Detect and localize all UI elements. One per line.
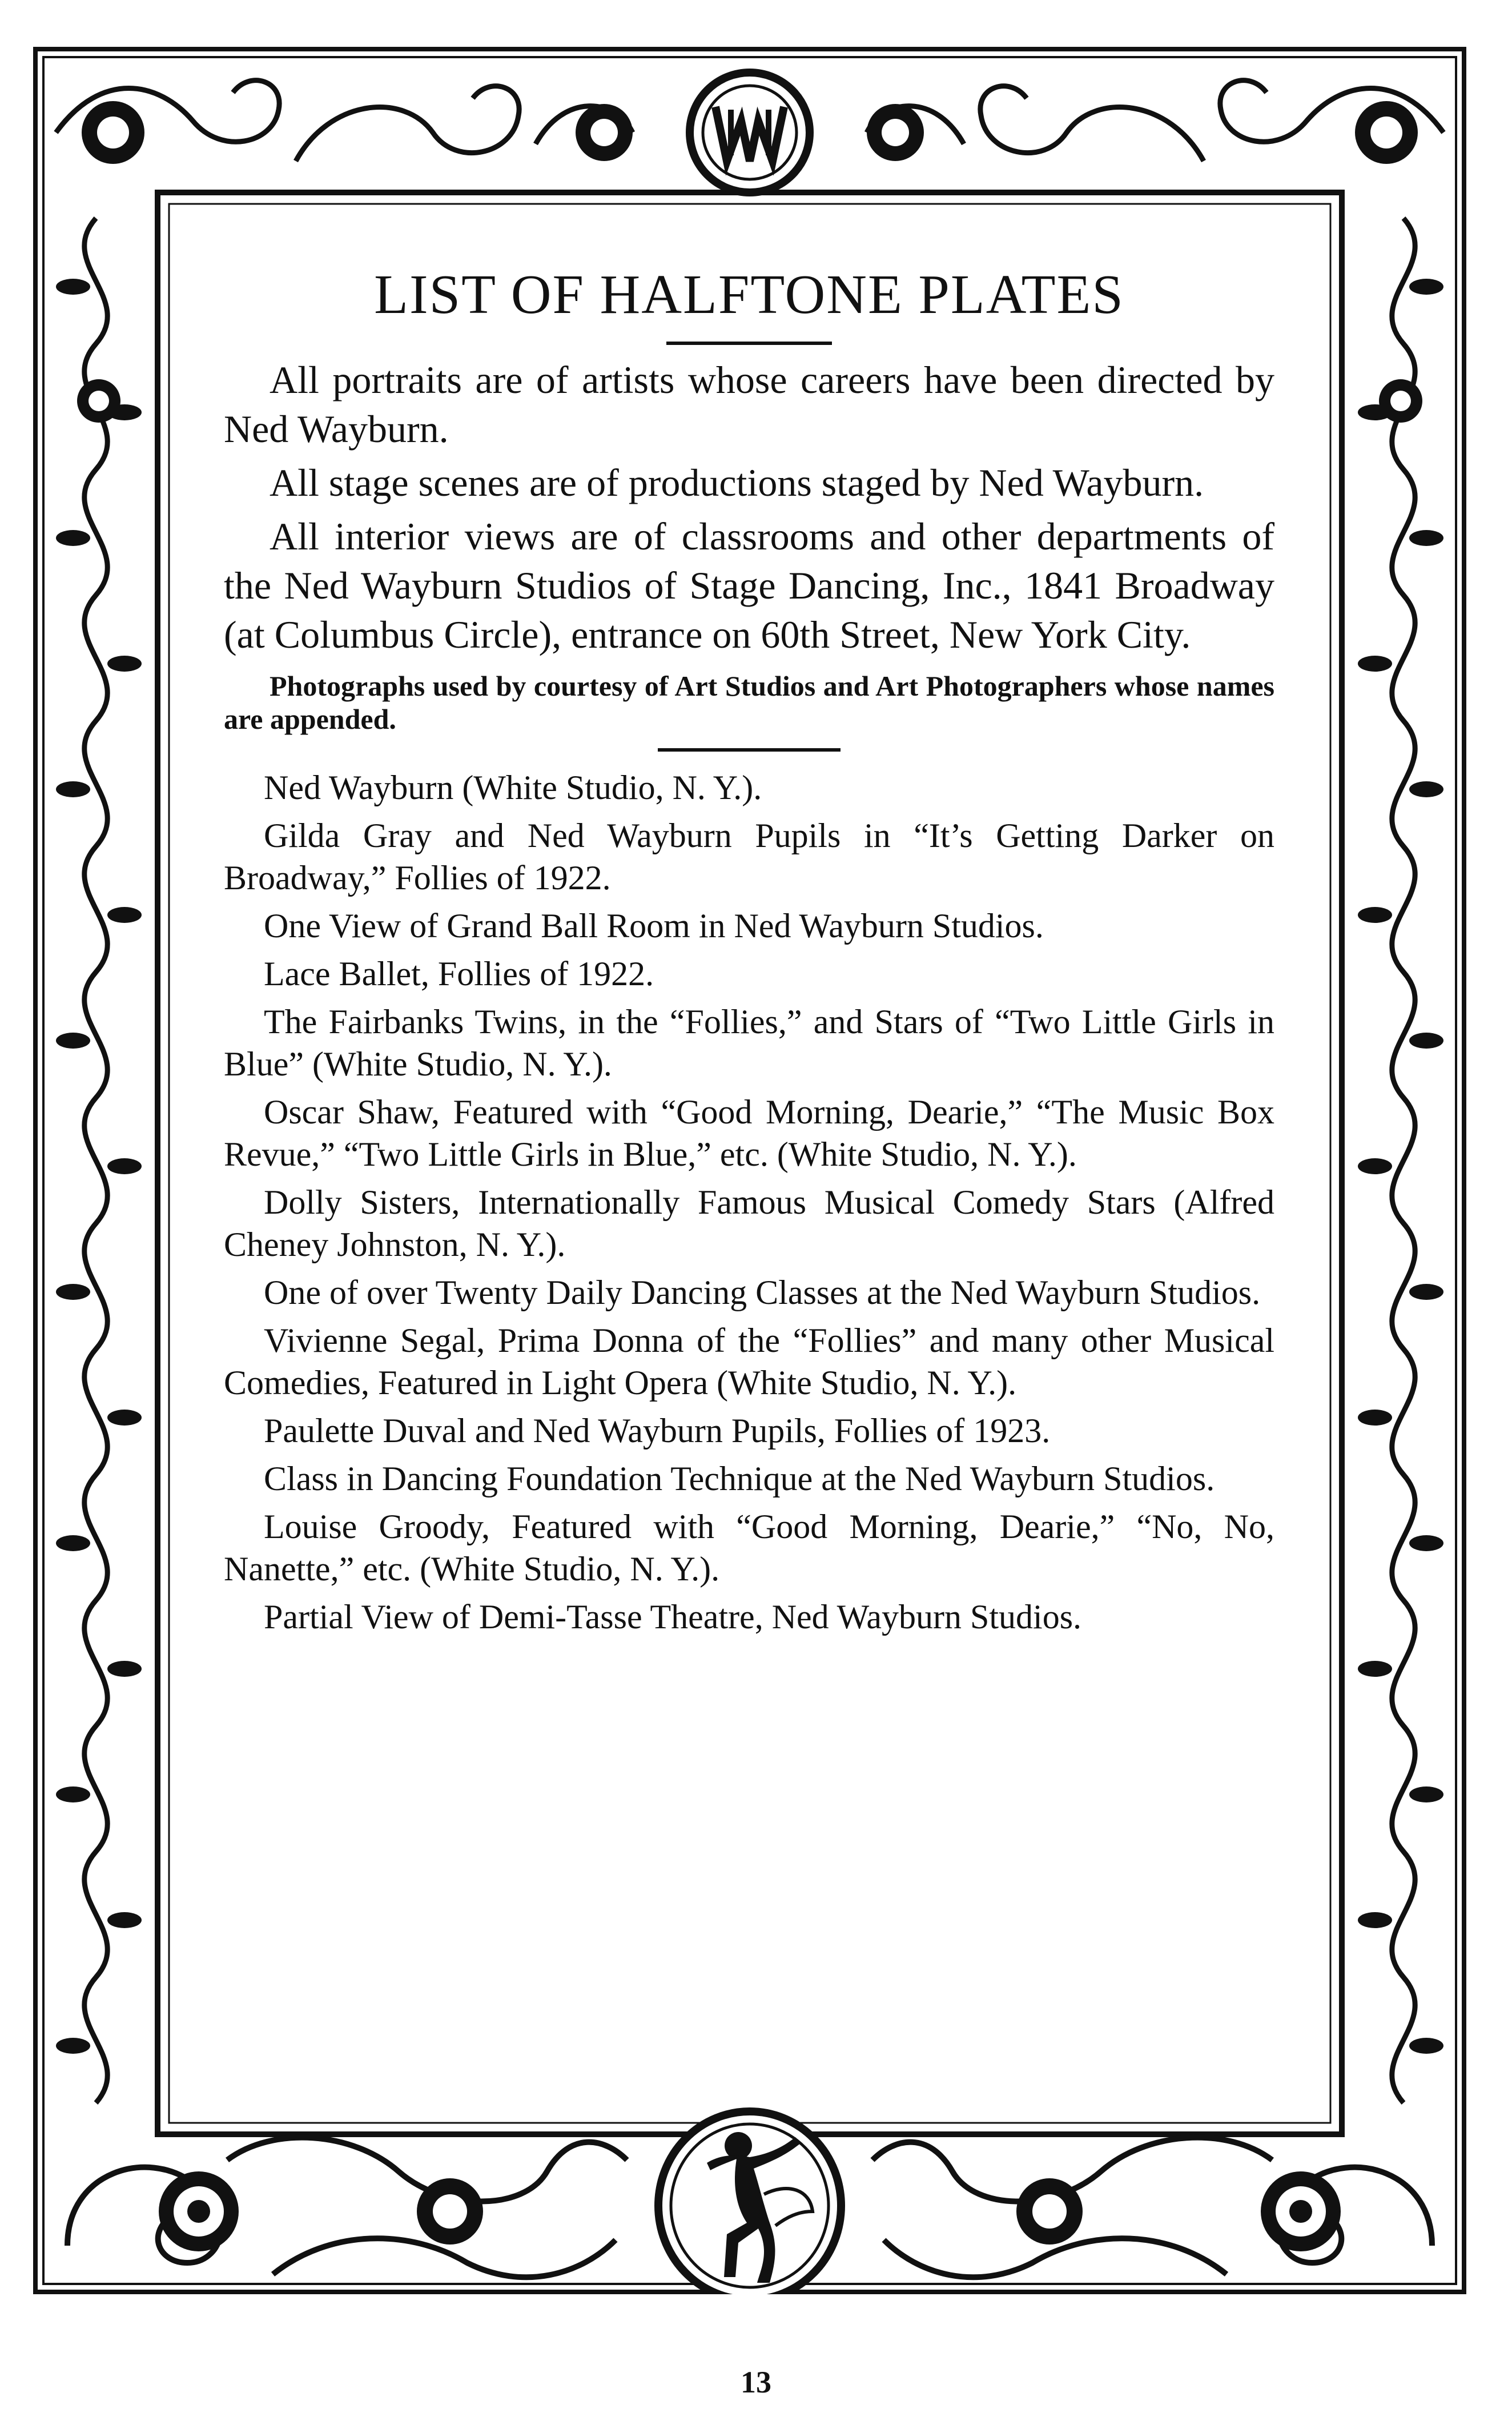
plate-item: Dolly Sisters, Internationally Famous Musical Comedy Stars (Alfred Cheney Johnston, N. Y.). — [224, 1183, 1274, 1263]
dancer-silhouette-emblem-icon — [658, 2111, 841, 2294]
plate-item: The Fairbanks Twins, in the “Follies,” and Stars of “Two Little Girls in Blue” (White Studio, N. Y.). — [224, 1003, 1274, 1083]
intro-paragraph: All interior views are of classrooms and other departments of the Ned Wayburn Studios of Stage Dancing, Inc., 1841 Broadway (at Columbus Circle), entrance on 60th Street, New York City. — [224, 515, 1274, 656]
plate-item: Vivienne Segal, Prima Donna of the “Follies” and many other Musical Comedies, Featured in Light Opera (White Studio, N. Y.). — [224, 1322, 1274, 1402]
plate-item: Paulette Duval and Ned Wayburn Pupils, Follies of 1923. — [264, 1412, 1051, 1450]
plate-item: One View of Grand Ball Room in Ned Wayburn Studios. — [264, 907, 1044, 945]
page-title: LIST OF HALFTONE PLATES — [374, 264, 1124, 326]
photo-credit-note: Photographs used by courtesy of Art Studios and Art Photographers whose names are appended. — [224, 670, 1274, 735]
left-vine-column — [85, 218, 107, 2103]
plate-item: Gilda Gray and Ned Wayburn Pupils in “It’s Getting Darker on Broadway,” Follies of 1922. — [224, 817, 1274, 897]
intro-paragraph: All portraits are of artists whose careers have been directed by Ned Wayburn. — [224, 358, 1274, 451]
page-number: 13 — [741, 2365, 771, 2399]
plate-item: Class in Dancing Foundation Technique at the Ned Wayburn Studios. — [264, 1460, 1215, 1497]
text-panel — [224, 240, 1274, 1644]
plate-item: Lace Ballet, Follies of 1922. — [264, 955, 654, 993]
plate-item: Louise Groody, Featured with “Good Morning, Dearie,” “No, No, Nanette,” etc. (White Studio, N. Y.). — [224, 1508, 1274, 1588]
plate-list — [224, 766, 1274, 1638]
plate-item: Ned Wayburn (White Studio, N. Y.). — [264, 769, 762, 806]
intro-paragraphs — [224, 355, 1274, 659]
monogram-emblem-icon — [690, 73, 810, 192]
plate-item: One of over Twenty Daily Dancing Classes at the Ned Wayburn Studios. — [264, 1274, 1261, 1311]
plate-item: Oscar Shaw, Featured with “Good Morning, Dearie,” “The Music Box Revue,” “Two Little Girls in Blue,” etc. (White Studio, N. Y.). — [224, 1093, 1274, 1173]
title-divider — [666, 342, 832, 345]
intro-paragraph: All stage scenes are of productions staged by Ned Wayburn. — [270, 461, 1204, 504]
plate-item: Partial View of Demi-Tasse Theatre, Ned Wayburn Studios. — [264, 1598, 1082, 1636]
section-divider — [658, 748, 841, 752]
right-vine-column — [1392, 218, 1415, 2103]
